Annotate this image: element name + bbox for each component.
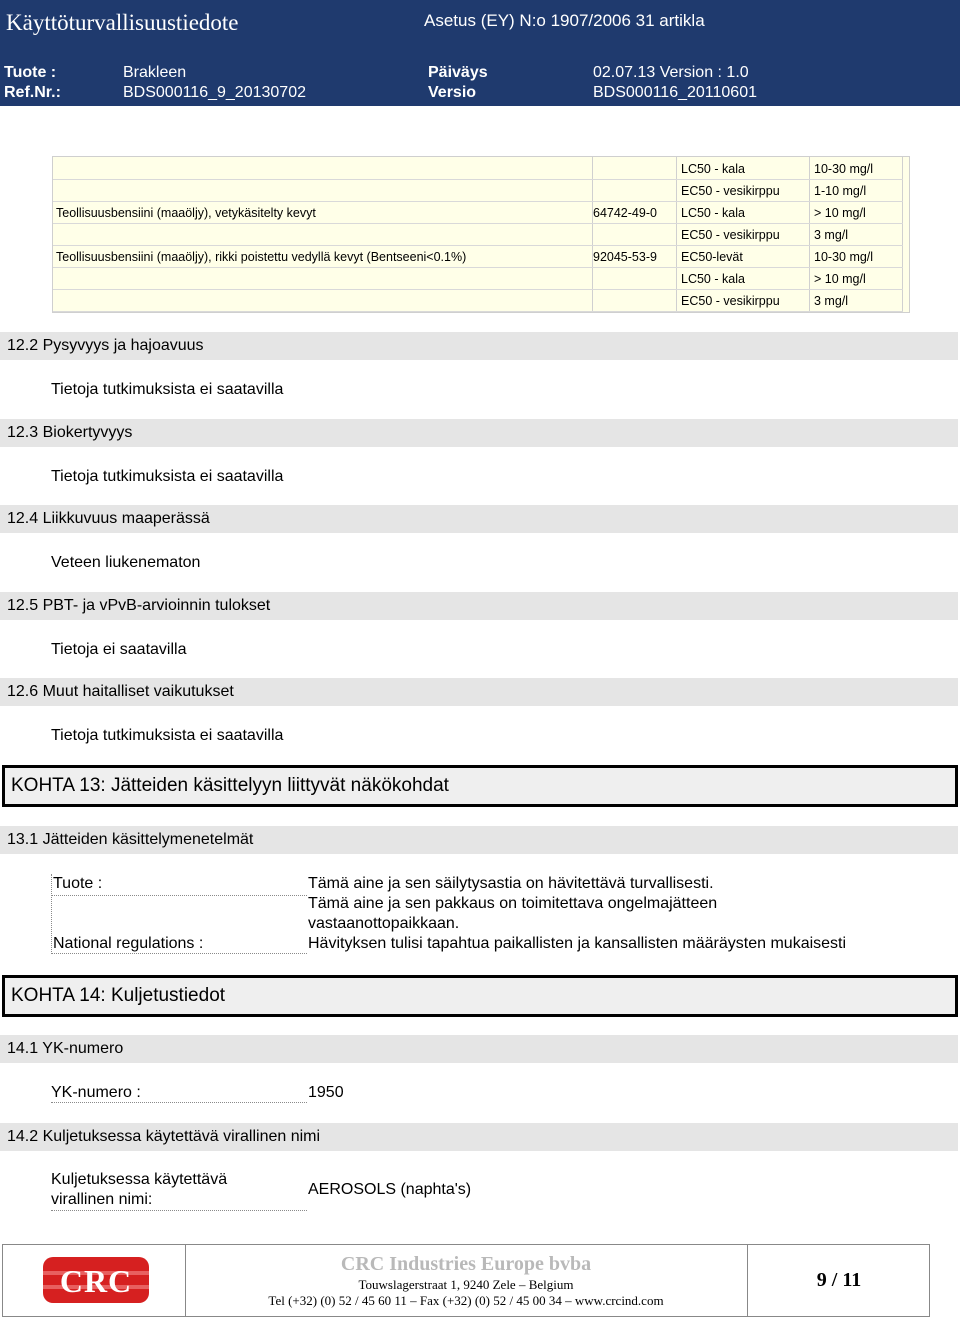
date-label: Päiväys [428, 64, 488, 81]
value-cell: 1-10 mg/l [814, 184, 867, 198]
crc-logo [43, 1257, 149, 1303]
product-value: Brakleen [123, 64, 187, 81]
subsection-heading-13-1 [0, 826, 958, 854]
date-value: 02.07.13 Version : 1.0 [593, 64, 749, 81]
waste-product-line-2: Tämä aine ja sen pakkaus on toimitettava ongelmajätteen [308, 895, 718, 912]
version-label: Versio [428, 84, 477, 101]
test-cell: EC50 - vesikirppu [681, 294, 780, 308]
table-row [53, 158, 903, 180]
table-row [53, 224, 903, 246]
cas-cell: 92045-53-9 [593, 250, 657, 264]
value-cell: 10-30 mg/l [814, 162, 874, 176]
test-cell: LC50 - kala [681, 272, 745, 286]
page-number: 9 / 11 [816, 1269, 862, 1291]
logo-text: CRC [59, 1263, 133, 1299]
value-cell: > 10 mg/l [814, 206, 866, 220]
shipping-name-label-line-2: virallinen nimi: [51, 1191, 153, 1208]
test-cell: EC50 - vesikirppu [681, 184, 780, 198]
subsection-title: 12.5 PBT- ja vPvB-arvioinnin tulokset [7, 597, 271, 614]
table-row [53, 180, 903, 202]
substance-cell: Teollisuusbensiini (maaöljy), rikki poistettu vedyllä kevyt (Bentseeni<0.1%) [56, 250, 467, 264]
waste-product-line-3: vastaanottopaikkaan. [308, 915, 460, 932]
table-row [53, 202, 903, 224]
test-cell: LC50 - kala [681, 206, 745, 220]
ecotoxicity-table [52, 156, 910, 313]
waste-product-line-1: Tämä aine ja sen säilytysastia on hävitettävä turvallisesti. [308, 875, 714, 892]
document-title: Käyttöturvallisuustiedote [6, 10, 239, 35]
subsection-heading-12-6 [0, 678, 958, 706]
subsection-title: 12.3 Biokertyvyys [7, 424, 133, 441]
value-cell: 10-30 mg/l [814, 250, 874, 264]
table-row [53, 246, 903, 268]
subsection-title: 14.1 YK-numero [7, 1040, 124, 1057]
section-heading-13 [2, 765, 958, 807]
section-heading-14 [2, 975, 958, 1017]
subsection-text-12-3: Tietoja tutkimuksista ei saatavilla [51, 468, 284, 485]
subsection-title: 12.2 Pysyvyys ja hajoavuus [7, 337, 204, 354]
shipping-name-value: AEROSOLS (naphta's) [308, 1181, 472, 1198]
subsection-title: 14.2 Kuljetuksessa käytettävä virallinen nimi [7, 1128, 321, 1145]
subsection-heading-14-1 [0, 1035, 958, 1063]
company-address: Touwslagerstraat 1, 9240 Zele – Belgium [358, 1277, 574, 1292]
shipping-name-label-line-1: Kuljetuksessa käytettävä [51, 1171, 228, 1188]
version-value: BDS000116_20110601 [593, 84, 757, 101]
table-row [53, 290, 903, 312]
product-label: Tuote : [4, 64, 57, 81]
ref-value: BDS000116_9_20130702 [123, 84, 306, 101]
test-cell: EC50-levät [681, 250, 743, 264]
subsection-text-12-5: Tietoja ei saatavilla [51, 641, 187, 658]
test-cell: EC50 - vesikirppu [681, 228, 780, 242]
value-cell: > 10 mg/l [814, 272, 866, 286]
document-header [0, 0, 960, 50]
company-name: CRC Industries Europe bvba [340, 1253, 592, 1275]
ref-label: Ref.Nr.: [4, 84, 61, 101]
value-cell: 3 mg/l [814, 228, 849, 242]
page-footer [2, 1244, 930, 1317]
subsection-title: 12.6 Muut haitalliset vaikutukset [7, 683, 234, 700]
value-cell: 3 mg/l [814, 294, 849, 308]
subsection-heading-12-4 [0, 505, 958, 533]
subsection-title: 13.1 Jätteiden käsittelymenetelmät [7, 831, 254, 848]
waste-product-label: Tuote : [53, 875, 103, 892]
subsection-heading-12-2 [0, 332, 958, 360]
un-number-label: YK-numero : [51, 1084, 141, 1101]
cas-cell: 64742-49-0 [593, 206, 657, 220]
company-contact: Tel (+32) (0) 52 / 45 60 11 – Fax (+32) (0) 52 / 45 00 34 – www.crcind.com [268, 1293, 664, 1308]
subsection-text-12-6: Tietoja tutkimuksista ei saatavilla [51, 727, 284, 744]
subsection-heading-12-5 [0, 592, 958, 620]
table-row [53, 268, 903, 290]
test-cell: LC50 - kala [681, 162, 745, 176]
substance-cell: Teollisuusbensiini (maaöljy), vetykäsitelty kevyt [56, 206, 316, 220]
un-number-value: 1950 [308, 1084, 344, 1101]
subsection-text-12-4: Veteen liukenematon [51, 554, 201, 571]
subsection-heading-14-2 [0, 1123, 958, 1151]
regulation-reference: Asetus (EY) N:o 1907/2006 31 artikla [424, 11, 705, 30]
section-title: KOHTA 13: Jätteiden käsittelyyn liittyvät näkökohdat [11, 775, 449, 796]
subsection-text-12-2: Tietoja tutkimuksista ei saatavilla [51, 381, 284, 398]
national-regulations-label: National regulations : [53, 935, 204, 952]
section-title: KOHTA 14: Kuljetustiedot [11, 985, 226, 1006]
national-regulations-text: Hävityksen tulisi tapahtua paikallisten ja kansallisten määräysten mukaisesti [308, 935, 847, 952]
subsection-heading-12-3 [0, 419, 958, 447]
document-meta [0, 50, 960, 106]
subsection-title: 12.4 Liikkuvuus maaperässä [7, 510, 210, 527]
